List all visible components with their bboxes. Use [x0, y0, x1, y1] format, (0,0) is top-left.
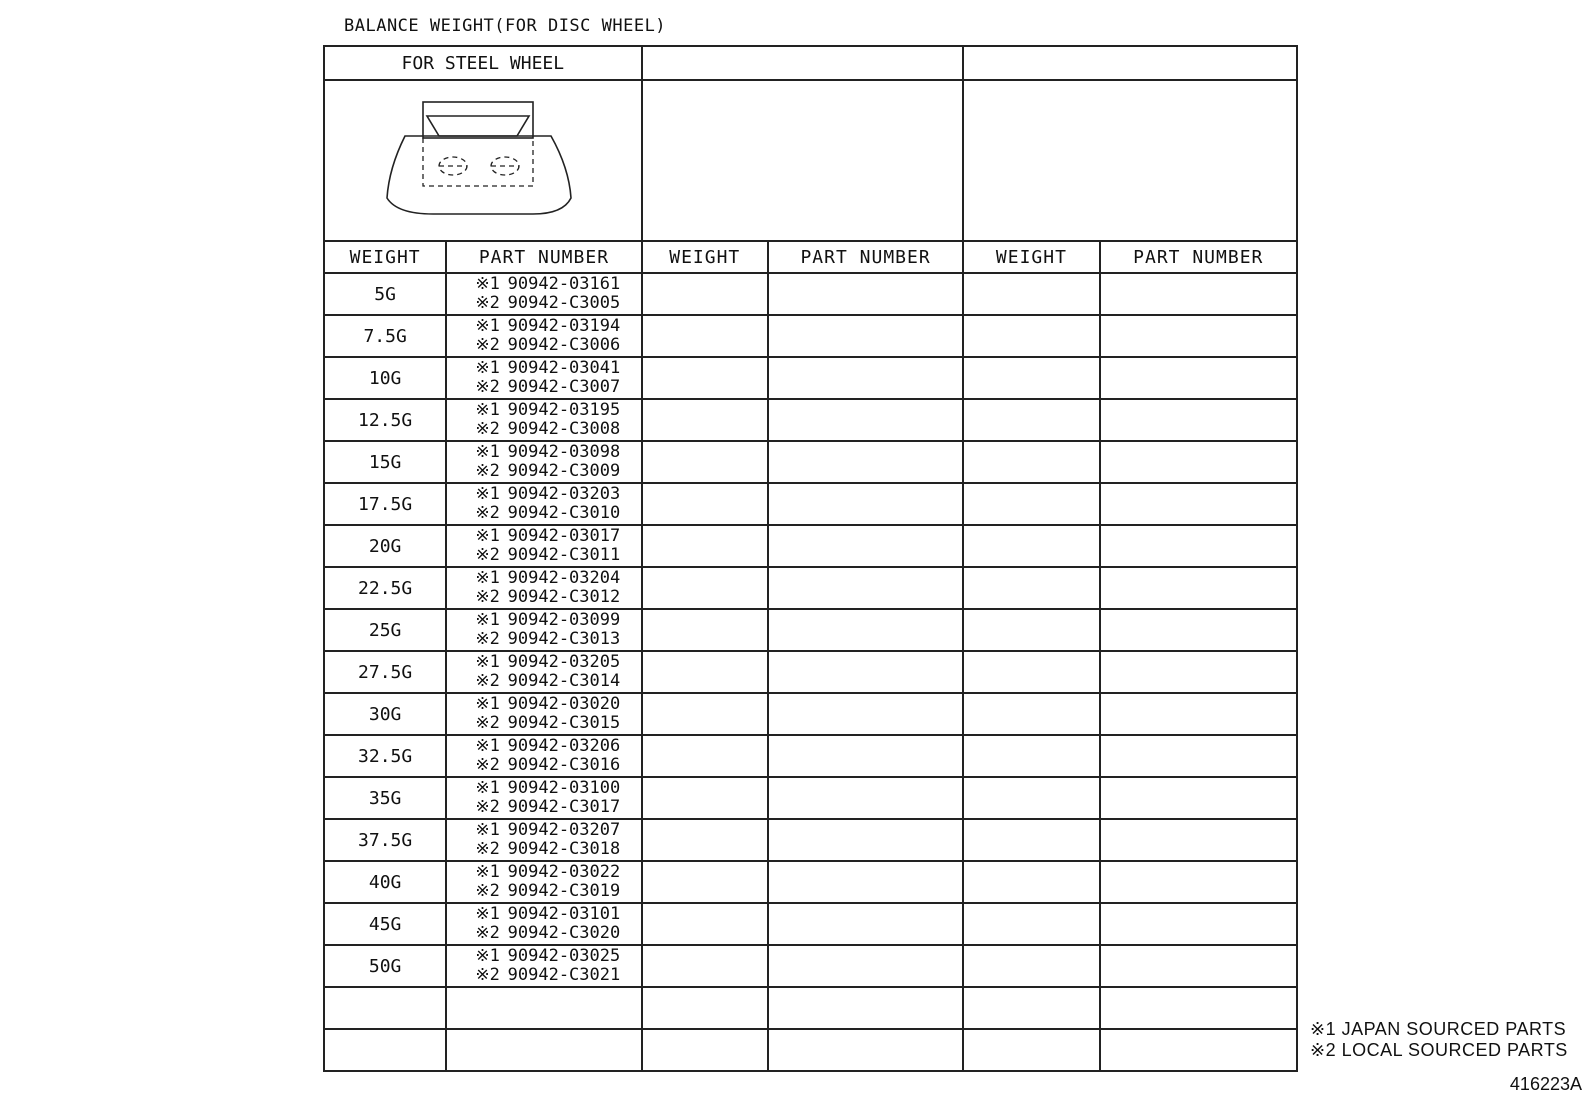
- empty-cell: [768, 399, 963, 441]
- reference-number: 416223A: [1509, 1074, 1582, 1094]
- part-number-value: 90942-03041: [507, 358, 621, 378]
- weight-cell: 7.5G: [324, 315, 446, 357]
- empty-cell: [963, 441, 1099, 483]
- part-number-value: 90942-03205: [507, 652, 621, 672]
- part-number-value: 90942-03203: [507, 484, 621, 504]
- source-mark: ※1: [475, 862, 500, 882]
- part-number-cell: [446, 861, 641, 903]
- weight-cell: 22.5G: [324, 567, 446, 609]
- part-number-value: 90942-03017: [507, 526, 621, 546]
- part-number-line: [447, 527, 640, 546]
- empty-cell: [1100, 609, 1297, 651]
- part-number-cell: [446, 315, 641, 357]
- empty-cell: [963, 903, 1099, 945]
- part-number-value: 90942-03101: [507, 904, 621, 924]
- source-mark: ※1: [475, 904, 500, 924]
- source-mark: ※2: [475, 965, 500, 985]
- weight-cell: 35G: [324, 777, 446, 819]
- part-number-line: [447, 294, 640, 313]
- source-legend: [1310, 1019, 1568, 1061]
- empty-cell: [963, 861, 1099, 903]
- part-number-line: [447, 672, 640, 691]
- blank-illustration-2: [642, 80, 964, 241]
- source-mark: ※2: [475, 923, 500, 943]
- source-mark: ※2: [475, 839, 500, 859]
- part-number-line: [447, 462, 640, 481]
- table-row: [324, 903, 1297, 945]
- empty-cell: [1100, 441, 1297, 483]
- page-title: BALANCE WEIGHT(FOR DISC WHEEL): [344, 16, 667, 36]
- source-mark: ※1: [475, 568, 500, 588]
- part-number-value: 90942-C3013: [507, 629, 621, 649]
- empty-cell: [963, 819, 1099, 861]
- empty-cell: [963, 525, 1099, 567]
- blank-illustration-3: [963, 80, 1297, 241]
- part-number-line: [447, 378, 640, 397]
- table-row: [324, 357, 1297, 399]
- empty-cell: [1100, 483, 1297, 525]
- weight-cell: 27.5G: [324, 651, 446, 693]
- weight-column-header: WEIGHT: [324, 241, 446, 273]
- part-number-line: [447, 798, 640, 817]
- source-mark: ※2: [475, 755, 500, 775]
- part-number-line: [447, 336, 640, 355]
- source-mark: ※1: [475, 400, 500, 420]
- empty-cell: [768, 903, 963, 945]
- part-number-cell: [446, 441, 641, 483]
- empty-cell: [1100, 777, 1297, 819]
- source-mark: ※2: [475, 335, 500, 355]
- weight-cell: 37.5G: [324, 819, 446, 861]
- source-mark: ※2: [475, 419, 500, 439]
- weight-cell: 5G: [324, 273, 446, 315]
- source-mark: ※2: [475, 587, 500, 607]
- table-row: [324, 735, 1297, 777]
- part-number-cell: [446, 777, 641, 819]
- part-number-value: 90942-C3020: [507, 923, 621, 943]
- part-number-line: [447, 317, 640, 336]
- part-number-value: 90942-C3014: [507, 671, 621, 691]
- table-row: [324, 987, 1297, 1029]
- part-number-line: [447, 905, 640, 924]
- part-number-line: [447, 420, 640, 439]
- empty-cell: [768, 693, 963, 735]
- empty-cell: [1100, 273, 1297, 315]
- empty-cell: [1100, 315, 1297, 357]
- part-number-line: [447, 401, 640, 420]
- part-number-value: 90942-03025: [507, 946, 621, 966]
- empty-cell: [768, 651, 963, 693]
- part-number-value: 90942-03098: [507, 442, 621, 462]
- source-mark: ※2: [475, 671, 500, 691]
- part-number-cell: [446, 735, 641, 777]
- source-mark: ※2: [475, 545, 500, 565]
- part-number-value: 90942-C3015: [507, 713, 621, 733]
- weight-cell: 32.5G: [324, 735, 446, 777]
- part-number-line: [447, 546, 640, 565]
- part-number-value: 90942-03206: [507, 736, 621, 756]
- part-number-value: 90942-C3006: [507, 335, 621, 355]
- empty-cell: [642, 273, 768, 315]
- empty-cell: [642, 525, 768, 567]
- empty-cell: [642, 567, 768, 609]
- empty-cell: [768, 441, 963, 483]
- empty-cell: [963, 987, 1099, 1029]
- empty-cell: [768, 861, 963, 903]
- part-number-value: 90942-C3017: [507, 797, 621, 817]
- part-number-line: [447, 779, 640, 798]
- empty-cell: [963, 483, 1099, 525]
- part-number-line: [447, 653, 640, 672]
- empty-cell: [768, 483, 963, 525]
- part-number-cell: [446, 945, 641, 987]
- table-row: [324, 399, 1297, 441]
- table-row: [324, 567, 1297, 609]
- part-number-value: 90942-C3005: [507, 293, 621, 313]
- empty-cell: [642, 693, 768, 735]
- empty-cell: [1100, 651, 1297, 693]
- empty-cell: [1100, 693, 1297, 735]
- empty-cell: [768, 819, 963, 861]
- table-row: [324, 819, 1297, 861]
- part-number-value: 90942-C3009: [507, 461, 621, 481]
- empty-cell: [768, 273, 963, 315]
- source-mark: ※1: [475, 736, 500, 756]
- empty-cell: [642, 399, 768, 441]
- balance-weight-icon: [383, 98, 583, 224]
- table-row: [324, 651, 1297, 693]
- table-row: [324, 777, 1297, 819]
- source-mark: ※1: [475, 274, 500, 294]
- legend-local: ※2 LOCAL SOURCED PARTS: [1310, 1040, 1568, 1060]
- part-number-value: 90942-03022: [507, 862, 621, 882]
- part-number-value: 90942-03099: [507, 610, 621, 630]
- part-number-column-header: PART NUMBER: [446, 241, 641, 273]
- empty-cell: [768, 987, 963, 1029]
- part-number-value: 90942-C3016: [507, 755, 621, 775]
- part-number-cell: [446, 483, 641, 525]
- part-number-value: 90942-C3007: [507, 377, 621, 397]
- source-mark: ※2: [475, 461, 500, 481]
- part-number-value: 90942-03161: [507, 274, 621, 294]
- source-mark: ※1: [475, 820, 500, 840]
- empty-cell: [1100, 525, 1297, 567]
- empty-cell: [768, 525, 963, 567]
- table-row: [324, 315, 1297, 357]
- table-row: [324, 609, 1297, 651]
- source-mark: ※1: [475, 610, 500, 630]
- source-mark: ※2: [475, 503, 500, 523]
- empty-cell: [1100, 735, 1297, 777]
- empty-cell: [768, 609, 963, 651]
- empty-cell: [963, 777, 1099, 819]
- part-number-line: [447, 504, 640, 523]
- weight-cell: 15G: [324, 441, 446, 483]
- source-mark: ※1: [475, 652, 500, 672]
- empty-cell: [642, 945, 768, 987]
- part-number-cell: [446, 399, 641, 441]
- source-mark: ※2: [475, 881, 500, 901]
- empty-cell: [768, 357, 963, 399]
- part-number-line: [447, 443, 640, 462]
- part-number-line: [447, 924, 640, 943]
- part-number-cell: [446, 567, 641, 609]
- part-number-line: [447, 611, 640, 630]
- part-number-line: [447, 630, 640, 649]
- empty-cell: [642, 441, 768, 483]
- part-number-value: 90942-C3019: [507, 881, 621, 901]
- part-number-line: [447, 882, 640, 901]
- part-number-cell: [446, 357, 641, 399]
- part-number-cell: [446, 651, 641, 693]
- part-number-value: 90942-03100: [507, 778, 621, 798]
- part-number-line: [447, 569, 640, 588]
- empty-cell: [963, 357, 1099, 399]
- table-row: [324, 483, 1297, 525]
- empty-cell: [963, 399, 1099, 441]
- empty-cell: [642, 777, 768, 819]
- empty-cell: [642, 357, 768, 399]
- table-row: [324, 861, 1297, 903]
- part-number-line: [447, 275, 640, 294]
- empty-cell: [1100, 819, 1297, 861]
- part-number-line: [447, 756, 640, 775]
- part-number-cell: [446, 525, 641, 567]
- source-mark: ※1: [475, 484, 500, 504]
- source-mark: ※2: [475, 629, 500, 649]
- part-number-line: [447, 863, 640, 882]
- empty-cell: [963, 567, 1099, 609]
- table-row: [324, 693, 1297, 735]
- part-number-value: 90942-C3008: [507, 419, 621, 439]
- empty-cell: [1100, 1029, 1297, 1071]
- blank-header-3: [963, 46, 1297, 80]
- part-number-line: [447, 714, 640, 733]
- weight-cell: 10G: [324, 357, 446, 399]
- source-mark: ※2: [475, 377, 500, 397]
- part-number-cell: [446, 1029, 641, 1071]
- empty-cell: [1100, 945, 1297, 987]
- empty-cell: [1100, 357, 1297, 399]
- weight-cell: 45G: [324, 903, 446, 945]
- table-row: [324, 441, 1297, 483]
- empty-cell: [642, 861, 768, 903]
- weight-rows: [324, 273, 1297, 1071]
- part-number-value: 90942-03207: [507, 820, 621, 840]
- part-number-value: 90942-03020: [507, 694, 621, 714]
- part-number-line: [447, 588, 640, 607]
- part-number-value: 90942-C3011: [507, 545, 621, 565]
- part-number-value: 90942-03194: [507, 316, 621, 336]
- legend-japan: ※1 JAPAN SOURCED PARTS: [1310, 1019, 1567, 1039]
- source-mark: ※1: [475, 442, 500, 462]
- part-number-line: [447, 695, 640, 714]
- empty-cell: [768, 1029, 963, 1071]
- part-number-line: [447, 947, 640, 966]
- source-mark: ※2: [475, 293, 500, 313]
- weight-cell: [324, 1029, 446, 1071]
- empty-cell: [963, 693, 1099, 735]
- source-mark: ※1: [475, 316, 500, 336]
- empty-cell: [963, 315, 1099, 357]
- empty-cell: [963, 651, 1099, 693]
- weight-cell: [324, 987, 446, 1029]
- balance-weight-table: [323, 45, 1298, 1072]
- part-number-value: 90942-C3021: [507, 965, 621, 985]
- part-number-column-header: PART NUMBER: [768, 241, 963, 273]
- empty-cell: [1100, 987, 1297, 1029]
- source-mark: ※1: [475, 946, 500, 966]
- part-number-cell: [446, 819, 641, 861]
- weight-cell: 20G: [324, 525, 446, 567]
- empty-cell: [642, 483, 768, 525]
- weight-cell: 30G: [324, 693, 446, 735]
- empty-cell: [642, 651, 768, 693]
- empty-cell: [963, 945, 1099, 987]
- empty-cell: [963, 1029, 1099, 1071]
- empty-cell: [768, 777, 963, 819]
- part-number-line: [447, 840, 640, 859]
- source-mark: ※1: [475, 694, 500, 714]
- steel-wheel-header: FOR STEEL WHEEL: [324, 46, 642, 80]
- weight-column-header: WEIGHT: [963, 241, 1099, 273]
- empty-cell: [642, 1029, 768, 1071]
- steel-weight-illustration: [324, 80, 642, 241]
- part-number-value: 90942-03204: [507, 568, 621, 588]
- source-mark: ※2: [475, 713, 500, 733]
- part-number-line: [447, 821, 640, 840]
- source-mark: ※2: [475, 797, 500, 817]
- source-mark: ※1: [475, 358, 500, 378]
- empty-cell: [642, 819, 768, 861]
- empty-cell: [642, 735, 768, 777]
- weight-cell: 25G: [324, 609, 446, 651]
- weight-cell: 17.5G: [324, 483, 446, 525]
- part-number-column-header: PART NUMBER: [1100, 241, 1297, 273]
- source-mark: ※1: [475, 526, 500, 546]
- empty-cell: [642, 987, 768, 1029]
- part-number-line: [447, 737, 640, 756]
- empty-cell: [1100, 399, 1297, 441]
- weight-cell: 40G: [324, 861, 446, 903]
- empty-cell: [963, 609, 1099, 651]
- part-number-cell: [446, 609, 641, 651]
- table-row: [324, 1029, 1297, 1071]
- empty-cell: [1100, 903, 1297, 945]
- empty-cell: [642, 315, 768, 357]
- empty-cell: [768, 315, 963, 357]
- empty-cell: [1100, 861, 1297, 903]
- part-number-value: 90942-C3018: [507, 839, 621, 859]
- table-row: [324, 945, 1297, 987]
- empty-cell: [768, 567, 963, 609]
- weight-cell: 12.5G: [324, 399, 446, 441]
- part-number-line: [447, 485, 640, 504]
- weight-cell: 50G: [324, 945, 446, 987]
- part-number-value: 90942-03195: [507, 400, 621, 420]
- blank-header-2: [642, 46, 964, 80]
- empty-cell: [768, 945, 963, 987]
- empty-cell: [642, 903, 768, 945]
- part-number-cell: [446, 987, 641, 1029]
- part-number-value: 90942-C3012: [507, 587, 621, 607]
- part-number-cell: [446, 693, 641, 735]
- empty-cell: [768, 735, 963, 777]
- source-mark: ※1: [475, 778, 500, 798]
- table-row: [324, 525, 1297, 567]
- part-number-cell: [446, 903, 641, 945]
- part-number-value: 90942-C3010: [507, 503, 621, 523]
- part-number-line: [447, 966, 640, 985]
- empty-cell: [963, 735, 1099, 777]
- table-row: [324, 273, 1297, 315]
- empty-cell: [963, 273, 1099, 315]
- empty-cell: [642, 609, 768, 651]
- part-number-cell: [446, 273, 641, 315]
- weight-column-header: WEIGHT: [642, 241, 768, 273]
- part-number-line: [447, 359, 640, 378]
- empty-cell: [1100, 567, 1297, 609]
